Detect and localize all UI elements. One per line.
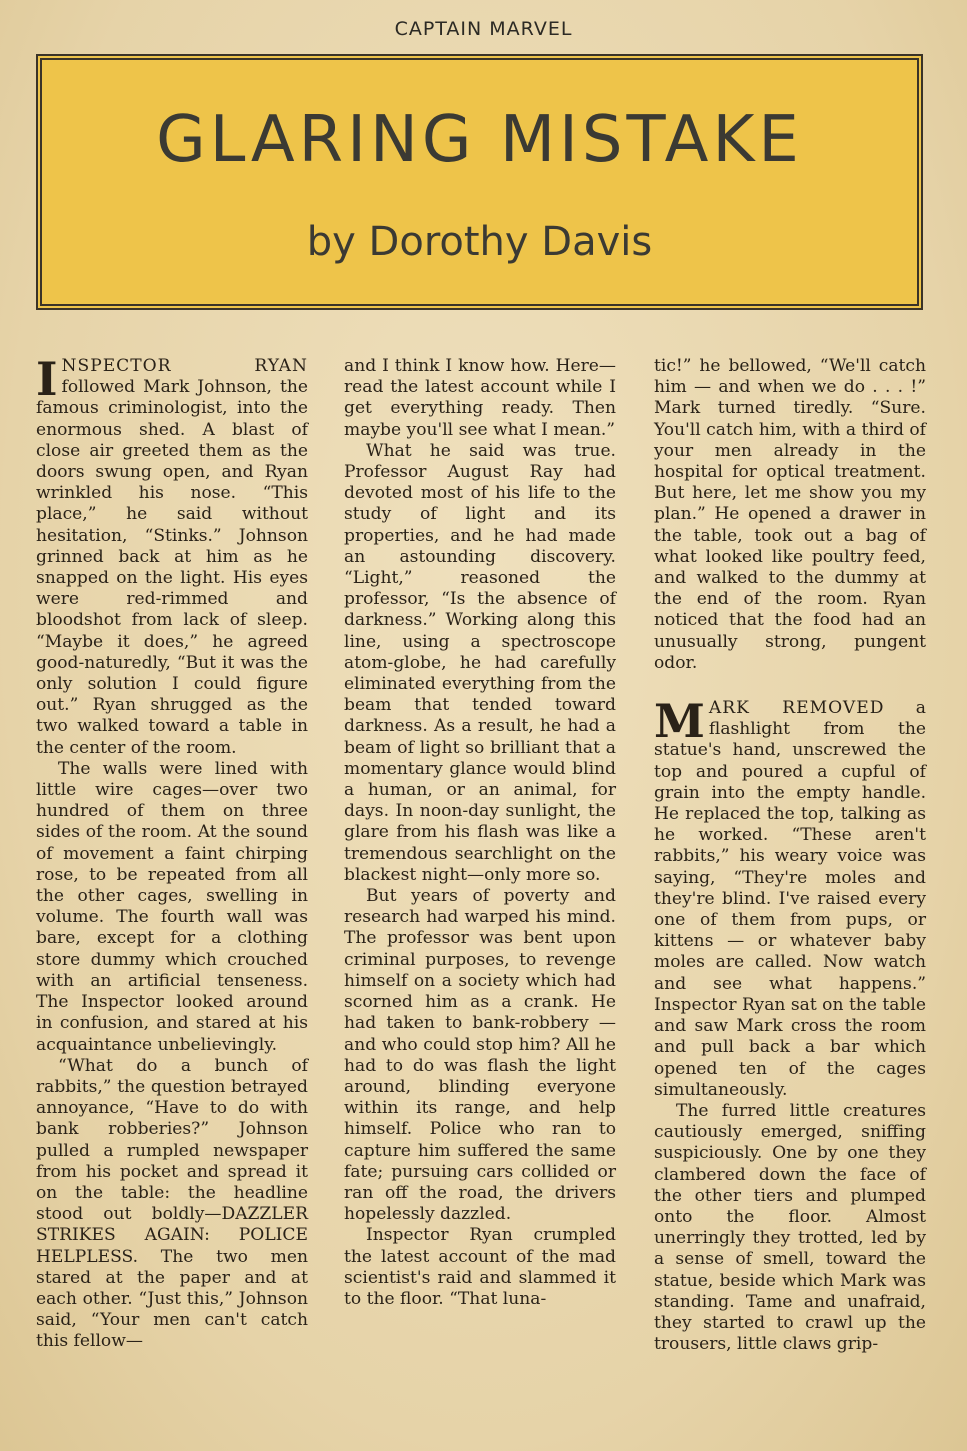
paragraph: But years of poverty and research had warped his mind. The professor was bent upon criminal purposes, to revenge himself on a society which had scorned him as a crank. He had taken to bank-robbery — and who could stop him? All he had to do was flash the light around, blinding everyone within its range, and help himself. Police who ran to capture him suffered the same fate; pursuing cars collided or ran off the road, the drivers hopelessly dazzled. bbox=[344, 886, 616, 1225]
paragraph-text: followed Mark Johnson, the famous criminologist, into the enormous shed. A blast of close air greeted them as the doors swung open, and Ryan wrinkled his nose. “This place,” he said without hesitation, “Stinks.” Johnson grinned back at him as he snapped on the light. His eyes were red-rimmed and bloodshot from lack of sleep. “Maybe it does,” he agreed good-naturedly, “But it was the only solution I could figure out.” Ryan shrugged as the two walked toward a table in the center of the room. bbox=[36, 377, 308, 758]
paragraph: The furred little creatures cautiously emerged, sniffing suspiciously. One by one they clambered down the face of the other tiers and plumped onto the floor. Almost unerringly they trotted, led by a sense of smell, toward the statue, beside which Mark was standing. Tame and unafraid, they started to crawl up the trousers, little claws grip- bbox=[654, 1100, 926, 1355]
lead-in: ARK REMOVED bbox=[708, 698, 885, 719]
paragraph: tic!” he bellowed, “We'll catch him — and when we do . . . !” Mark turned tiredly. “Sure. You'll catch him, with a third of your men already in the hospital for optical treatment. But here, let me show you my plan.” He opened a drawer in the table, took out a bag of what looked like poultry feed, and walked to the dummy at the end of the room. Ryan noticed that the food had an unusually strong, pungent odor. bbox=[654, 356, 926, 673]
drop-cap: I bbox=[36, 352, 58, 406]
drop-cap: M bbox=[654, 694, 705, 749]
text-column-2 bbox=[344, 356, 616, 1310]
running-head: CAPTAIN MARVEL bbox=[394, 18, 573, 40]
paragraph: Inspector Ryan crumpled the latest account of the mad scientist's raid and slammed it to the floor. “That luna- bbox=[344, 1225, 616, 1309]
paragraph: What he said was true. Professor August Ray had devoted most of his life to the study of light and its properties, and he had made an astounding discovery. “Light,” reasoned the professor, “Is the absence of darkness.” Working along this line, using a spectroscope atom-globe, he had carefully eliminated everything from the beam that tended toward darkness. As a result, he had a beam of light so brilliant that a momentary glance would blind a human, or an animal, for days. In noon-day sunlight, the glare from his flash was like a tremendous searchlight on the blackest night—only more so. bbox=[344, 440, 616, 885]
paragraph: and I think I know how. Here—read the latest account while I get everything ready. Then maybe you'll see what I mean.” bbox=[344, 356, 616, 440]
title-banner bbox=[36, 54, 923, 310]
paragraph bbox=[36, 352, 308, 759]
story-title: GLARING MISTAKE bbox=[156, 103, 803, 177]
lead-in: NSPECTOR RYAN bbox=[61, 356, 308, 376]
paragraph bbox=[654, 694, 926, 1101]
text-column-3 bbox=[654, 356, 926, 1355]
paragraph: “What do a bunch of rabbits,” the question betrayed annoyance, “Have to do with bank robberies?” Johnson pulled a rumpled newspaper from his pocket and spread it on the table: the headline stood out boldly—DAZZLER STRIKES AGAIN: POLICE HELPLESS. The two men stared at the paper and at each other. “Just this,” Johnson said, “Your men can't catch this fellow— bbox=[36, 1055, 308, 1352]
paragraph: The walls were lined with little wire cages—over two hundred of them on three sides of the room. At the sound of movement a faint chirping rose, to be repeated from all the other cages, swelling in volume. The fourth wall was bare, except for a clothing store dummy which crouched with an artificial tenseness. The Inspector looked around in confusion, and stared at his acquaintance unbelievingly. bbox=[36, 758, 308, 1055]
story-byline: by Dorothy Davis bbox=[306, 219, 653, 265]
paragraph-text: a flashlight from the statue's hand, unscrewed the top and poured a cupful of grain into the empty handle. He replaced the top, talking as he worked. “These aren't rabbits,” his weary voice was saying, “They're moles and they're blind. I've raised every one of them from pups, or kittens — or whatever baby moles are called. Now watch and see what happens.” Inspector Ryan sat on the table and saw Mark cross the room and pull back a bar which opened ten of the cages simultaneously. bbox=[654, 698, 926, 1100]
text-column-1 bbox=[36, 352, 308, 1353]
